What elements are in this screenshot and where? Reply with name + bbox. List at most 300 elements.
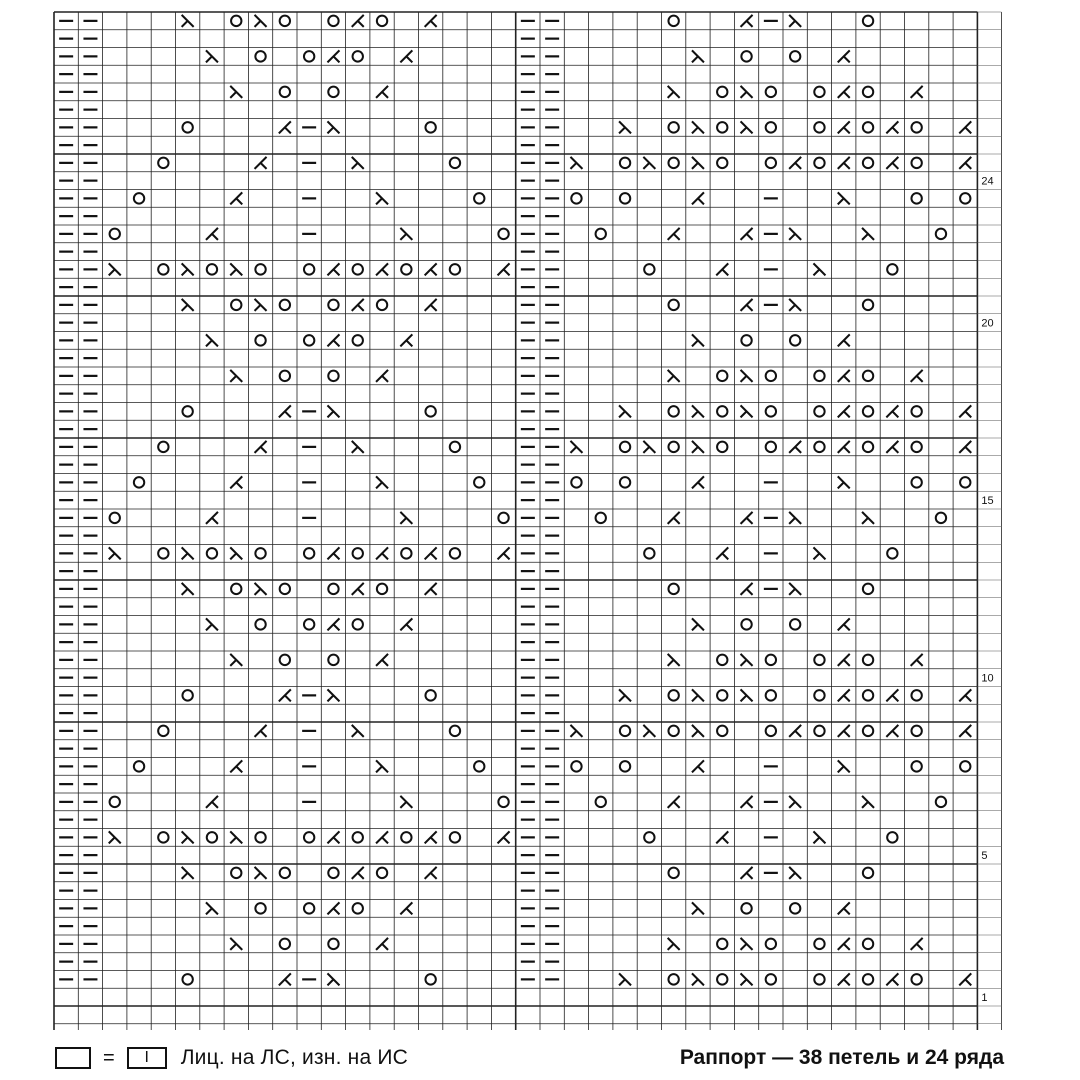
right-decrease-mark <box>230 370 242 382</box>
right-decrease-mark <box>352 441 364 453</box>
yarn-over-mark <box>328 300 338 310</box>
right-decrease-mark <box>206 50 218 62</box>
left-decrease-mark <box>498 263 510 275</box>
yarn-over-mark <box>814 406 824 416</box>
yarn-over-mark <box>425 406 435 416</box>
yarn-over-mark <box>717 122 727 132</box>
yarn-over-mark <box>911 193 921 203</box>
yarn-over-mark <box>280 16 290 26</box>
yarn-over-mark <box>620 761 630 771</box>
left-decrease-mark <box>327 902 339 914</box>
left-decrease-mark <box>376 263 388 275</box>
yarn-over-mark <box>255 832 265 842</box>
yarn-over-mark <box>644 548 654 558</box>
row-number-label: 20 <box>981 317 994 330</box>
right-decrease-mark <box>109 263 121 275</box>
right-decrease-mark <box>741 938 753 950</box>
left-decrease-mark <box>376 831 388 843</box>
right-decrease-mark <box>741 370 753 382</box>
yarn-over-mark <box>377 16 387 26</box>
yarn-over-mark <box>377 584 387 594</box>
yarn-over-mark <box>790 335 800 345</box>
yarn-over-mark <box>353 335 363 345</box>
left-decrease-mark <box>376 938 388 950</box>
left-decrease-mark <box>206 796 218 808</box>
yarn-over-mark <box>863 442 873 452</box>
right-decrease-mark <box>352 725 364 737</box>
yarn-over-mark <box>911 726 921 736</box>
right-decrease-mark <box>692 618 704 630</box>
yarn-over-mark <box>911 761 921 771</box>
left-decrease-mark <box>959 121 971 133</box>
right-decrease-mark <box>619 689 631 701</box>
yarn-over-mark <box>668 300 678 310</box>
yarn-over-mark <box>280 87 290 97</box>
yarn-over-mark <box>863 690 873 700</box>
yarn-over-mark <box>620 477 630 487</box>
yarn-over-mark <box>741 335 751 345</box>
right-decrease-mark <box>255 867 267 879</box>
left-decrease-mark <box>376 547 388 559</box>
left-decrease-mark <box>886 689 898 701</box>
right-decrease-mark <box>813 831 825 843</box>
left-decrease-mark <box>206 228 218 240</box>
left-decrease-mark <box>741 796 753 808</box>
right-decrease-mark <box>182 583 194 595</box>
left-decrease-mark <box>911 370 923 382</box>
yarn-over-mark <box>328 939 338 949</box>
left-decrease-mark <box>886 725 898 737</box>
yarn-over-mark <box>498 797 508 807</box>
yarn-over-mark <box>717 655 727 665</box>
yarn-over-mark <box>280 300 290 310</box>
yarn-over-mark <box>255 548 265 558</box>
yarn-over-mark <box>328 868 338 878</box>
yarn-over-mark <box>231 868 241 878</box>
right-decrease-mark <box>352 157 364 169</box>
yarn-over-mark <box>450 548 460 558</box>
left-decrease-mark <box>838 441 850 453</box>
left-decrease-mark <box>400 334 412 346</box>
yarn-over-mark <box>863 406 873 416</box>
yarn-over-mark <box>450 442 460 452</box>
left-decrease-mark <box>352 15 364 27</box>
left-decrease-mark <box>959 973 971 985</box>
left-decrease-mark <box>838 654 850 666</box>
right-decrease-mark <box>862 228 874 240</box>
left-decrease-mark <box>886 121 898 133</box>
left-decrease-mark <box>838 725 850 737</box>
yarn-over-mark <box>814 87 824 97</box>
yarn-over-mark <box>911 158 921 168</box>
yarn-over-mark <box>717 939 727 949</box>
yarn-over-mark <box>814 974 824 984</box>
yarn-over-mark <box>644 264 654 274</box>
right-decrease-mark <box>692 689 704 701</box>
yarn-over-mark <box>644 832 654 842</box>
yarn-over-mark <box>620 193 630 203</box>
yarn-over-mark <box>620 726 630 736</box>
left-decrease-mark <box>959 441 971 453</box>
yarn-over-mark <box>668 158 678 168</box>
right-decrease-mark <box>619 121 631 133</box>
yarn-over-mark <box>280 939 290 949</box>
legend <box>55 1038 408 1078</box>
yarn-over-mark <box>401 548 411 558</box>
right-decrease-mark <box>692 157 704 169</box>
yarn-over-mark <box>377 300 387 310</box>
left-decrease-mark <box>741 299 753 311</box>
yarn-over-mark <box>158 264 168 274</box>
right-decrease-mark <box>741 405 753 417</box>
right-decrease-mark <box>230 547 242 559</box>
right-decrease-mark <box>206 334 218 346</box>
left-decrease-mark <box>959 725 971 737</box>
yarn-over-mark <box>668 584 678 594</box>
left-decrease-mark <box>327 547 339 559</box>
yarn-over-mark <box>158 548 168 558</box>
yarn-over-mark <box>887 832 897 842</box>
yarn-over-mark <box>304 832 314 842</box>
yarn-over-mark <box>668 406 678 416</box>
left-decrease-mark <box>838 157 850 169</box>
yarn-over-mark <box>863 122 873 132</box>
left-decrease-mark <box>838 121 850 133</box>
left-decrease-mark <box>400 50 412 62</box>
left-decrease-mark <box>716 547 728 559</box>
left-decrease-mark <box>741 867 753 879</box>
left-decrease-mark <box>911 86 923 98</box>
yarn-over-mark <box>304 335 314 345</box>
yarn-over-mark <box>255 903 265 913</box>
left-decrease-mark <box>279 405 291 417</box>
yarn-over-mark <box>911 122 921 132</box>
yarn-over-mark <box>207 548 217 558</box>
right-decrease-mark <box>692 902 704 914</box>
yarn-over-mark <box>790 619 800 629</box>
yarn-over-mark <box>304 51 314 61</box>
left-decrease-mark <box>400 618 412 630</box>
yarn-over-mark <box>620 158 630 168</box>
right-decrease-mark <box>741 86 753 98</box>
yarn-over-mark <box>668 868 678 878</box>
yarn-over-mark <box>741 51 751 61</box>
left-decrease-mark <box>279 973 291 985</box>
right-decrease-mark <box>182 263 194 275</box>
yarn-over-mark <box>571 761 581 771</box>
left-decrease-mark <box>959 405 971 417</box>
yarn-over-mark <box>814 690 824 700</box>
right-decrease-mark <box>643 157 655 169</box>
left-decrease-mark <box>838 902 850 914</box>
yarn-over-mark <box>328 655 338 665</box>
yarn-over-mark <box>911 690 921 700</box>
yarn-over-mark <box>328 87 338 97</box>
yarn-over-mark <box>814 371 824 381</box>
yarn-over-mark <box>304 903 314 913</box>
right-decrease-mark <box>668 86 680 98</box>
left-decrease-mark <box>838 618 850 630</box>
yarn-over-mark <box>863 158 873 168</box>
left-decrease-mark <box>838 405 850 417</box>
left-decrease-mark <box>789 725 801 737</box>
yarn-over-mark <box>863 868 873 878</box>
yarn-over-mark <box>814 939 824 949</box>
yarn-over-mark <box>255 264 265 274</box>
left-decrease-mark <box>230 476 242 488</box>
yarn-over-mark <box>571 193 581 203</box>
right-decrease-mark <box>862 796 874 808</box>
left-decrease-mark <box>886 405 898 417</box>
left-decrease-mark <box>327 263 339 275</box>
yarn-over-mark <box>668 726 678 736</box>
left-decrease-mark <box>498 547 510 559</box>
chart-grid <box>54 12 1001 1030</box>
left-decrease-mark <box>838 370 850 382</box>
left-decrease-mark <box>255 725 267 737</box>
right-decrease-mark <box>206 902 218 914</box>
left-decrease-mark <box>741 15 753 27</box>
right-decrease-mark <box>255 583 267 595</box>
yarn-over-mark <box>766 158 776 168</box>
left-decrease-mark <box>327 618 339 630</box>
left-decrease-mark <box>230 192 242 204</box>
left-decrease-mark <box>376 370 388 382</box>
yarn-over-mark <box>328 16 338 26</box>
yarn-over-mark <box>353 548 363 558</box>
right-decrease-mark <box>838 476 850 488</box>
left-decrease-mark <box>425 299 437 311</box>
yarn-over-mark <box>353 832 363 842</box>
yarn-over-mark <box>911 442 921 452</box>
yarn-over-mark <box>717 442 727 452</box>
yarn-over-mark <box>936 513 946 523</box>
yarn-over-mark <box>425 974 435 984</box>
yarn-over-mark <box>863 371 873 381</box>
right-decrease-mark <box>182 831 194 843</box>
left-decrease-mark <box>425 831 437 843</box>
yarn-over-mark <box>353 903 363 913</box>
left-decrease-mark <box>352 299 364 311</box>
right-decrease-mark <box>376 760 388 772</box>
yarn-over-mark <box>596 513 606 523</box>
yarn-over-mark <box>717 406 727 416</box>
yarn-over-mark <box>814 158 824 168</box>
yarn-over-mark <box>766 87 776 97</box>
yarn-over-mark <box>304 548 314 558</box>
yarn-over-mark <box>814 726 824 736</box>
yarn-over-mark <box>717 371 727 381</box>
left-decrease-mark <box>352 867 364 879</box>
left-decrease-mark <box>400 902 412 914</box>
yarn-over-mark <box>911 406 921 416</box>
left-decrease-mark <box>838 86 850 98</box>
yarn-over-mark <box>328 371 338 381</box>
right-decrease-mark <box>813 263 825 275</box>
yarn-over-mark <box>158 832 168 842</box>
right-decrease-mark <box>327 689 339 701</box>
yarn-over-mark <box>911 974 921 984</box>
yarn-over-mark <box>741 903 751 913</box>
right-decrease-mark <box>741 973 753 985</box>
yarn-over-mark <box>450 264 460 274</box>
right-decrease-mark <box>789 583 801 595</box>
right-decrease-mark <box>862 512 874 524</box>
left-decrease-mark <box>692 760 704 772</box>
left-decrease-mark <box>425 547 437 559</box>
yarn-over-mark <box>668 974 678 984</box>
yarn-over-mark <box>182 690 192 700</box>
right-decrease-mark <box>400 512 412 524</box>
yarn-over-mark <box>814 655 824 665</box>
right-decrease-mark <box>619 405 631 417</box>
yarn-over-mark <box>280 371 290 381</box>
left-decrease-mark <box>741 228 753 240</box>
left-decrease-mark <box>789 441 801 453</box>
right-decrease-mark <box>255 299 267 311</box>
right-decrease-mark <box>668 938 680 950</box>
right-decrease-mark <box>182 299 194 311</box>
yarn-over-mark <box>741 619 751 629</box>
yarn-over-mark <box>353 264 363 274</box>
right-decrease-mark <box>376 192 388 204</box>
row-number-label: 24 <box>981 175 994 188</box>
yarn-over-mark <box>110 797 120 807</box>
right-decrease-mark <box>789 512 801 524</box>
left-decrease-mark <box>886 157 898 169</box>
yarn-over-mark <box>960 761 970 771</box>
yarn-over-mark <box>134 761 144 771</box>
right-decrease-mark <box>230 654 242 666</box>
left-decrease-mark <box>911 654 923 666</box>
yarn-over-mark <box>790 51 800 61</box>
left-decrease-mark <box>255 441 267 453</box>
right-decrease-mark <box>741 654 753 666</box>
yarn-over-mark <box>353 51 363 61</box>
yarn-over-mark <box>814 122 824 132</box>
right-decrease-mark <box>838 760 850 772</box>
yarn-over-mark <box>474 193 484 203</box>
left-decrease-mark <box>911 938 923 950</box>
yarn-over-mark <box>887 548 897 558</box>
yarn-over-mark <box>280 584 290 594</box>
left-decrease-mark <box>668 796 680 808</box>
yarn-over-mark <box>863 726 873 736</box>
yarn-over-mark <box>255 51 265 61</box>
left-decrease-mark <box>959 689 971 701</box>
right-decrease-mark <box>643 725 655 737</box>
right-decrease-mark <box>619 973 631 985</box>
right-decrease-mark <box>668 370 680 382</box>
left-decrease-mark <box>425 867 437 879</box>
yarn-over-mark <box>911 477 921 487</box>
yarn-over-mark <box>110 229 120 239</box>
yarn-over-mark <box>134 193 144 203</box>
yarn-over-mark <box>474 477 484 487</box>
left-decrease-mark <box>425 15 437 27</box>
yarn-over-mark <box>182 122 192 132</box>
yarn-over-mark <box>231 300 241 310</box>
yarn-over-mark <box>936 229 946 239</box>
yarn-over-mark <box>450 158 460 168</box>
right-decrease-mark <box>182 15 194 27</box>
right-decrease-mark <box>692 50 704 62</box>
row-number-label: 10 <box>981 672 994 685</box>
yarn-over-mark <box>863 16 873 26</box>
yarn-over-mark <box>207 832 217 842</box>
yarn-over-mark <box>863 87 873 97</box>
yarn-over-mark <box>450 832 460 842</box>
right-decrease-mark <box>789 867 801 879</box>
yarn-over-mark <box>863 300 873 310</box>
right-decrease-mark <box>789 15 801 27</box>
right-decrease-mark <box>789 796 801 808</box>
yarn-over-mark <box>158 158 168 168</box>
row-number-label: 15 <box>981 495 994 508</box>
left-decrease-mark <box>741 512 753 524</box>
right-decrease-mark <box>813 547 825 559</box>
yarn-over-mark <box>766 690 776 700</box>
yarn-over-mark <box>668 690 678 700</box>
yarn-over-mark <box>571 477 581 487</box>
left-decrease-mark <box>376 654 388 666</box>
yarn-over-mark <box>304 619 314 629</box>
yarn-over-mark <box>304 264 314 274</box>
yarn-over-mark <box>766 726 776 736</box>
left-decrease-mark <box>838 973 850 985</box>
yarn-over-mark <box>766 406 776 416</box>
right-decrease-mark <box>692 121 704 133</box>
left-decrease-mark <box>838 334 850 346</box>
right-decrease-mark <box>109 831 121 843</box>
left-decrease-mark <box>327 831 339 843</box>
left-decrease-mark <box>886 973 898 985</box>
yarn-over-mark <box>207 264 217 274</box>
yarn-over-mark <box>596 797 606 807</box>
right-decrease-mark <box>741 121 753 133</box>
left-decrease-mark <box>716 831 728 843</box>
yarn-over-mark <box>863 655 873 665</box>
right-decrease-mark <box>327 405 339 417</box>
right-decrease-mark <box>692 441 704 453</box>
yarn-over-mark <box>401 264 411 274</box>
right-decrease-mark <box>692 405 704 417</box>
left-decrease-mark <box>498 831 510 843</box>
left-decrease-mark <box>206 512 218 524</box>
right-decrease-mark <box>230 831 242 843</box>
right-decrease-mark <box>182 867 194 879</box>
legend-equals: = <box>103 1046 115 1069</box>
left-decrease-mark <box>425 583 437 595</box>
left-decrease-mark <box>376 86 388 98</box>
right-decrease-mark <box>230 86 242 98</box>
yarn-over-mark <box>668 122 678 132</box>
yarn-over-mark <box>255 335 265 345</box>
yarn-over-mark <box>814 442 824 452</box>
right-decrease-mark <box>692 973 704 985</box>
left-decrease-mark <box>352 583 364 595</box>
right-decrease-mark <box>570 157 582 169</box>
yarn-over-mark <box>766 939 776 949</box>
yarn-over-mark <box>596 229 606 239</box>
right-decrease-mark <box>376 476 388 488</box>
right-decrease-mark <box>668 654 680 666</box>
yarn-over-mark <box>474 761 484 771</box>
right-decrease-mark <box>230 938 242 950</box>
yarn-over-mark <box>231 584 241 594</box>
yarn-over-mark <box>620 442 630 452</box>
yarn-over-mark <box>450 726 460 736</box>
